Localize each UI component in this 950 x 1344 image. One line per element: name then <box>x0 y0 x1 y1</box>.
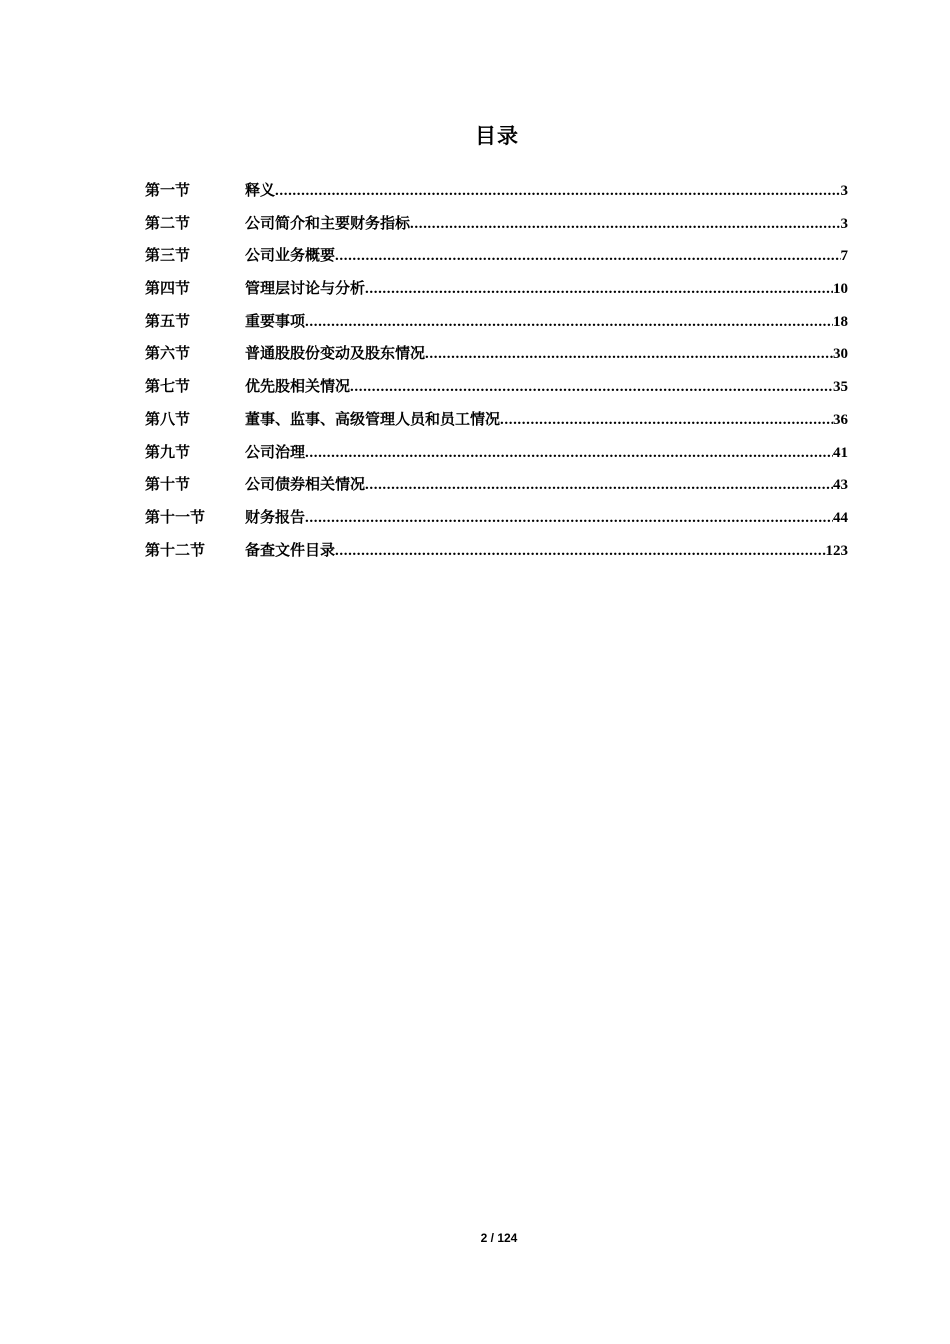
toc-entry[interactable] <box>145 539 848 572</box>
toc-page-number: 41 <box>833 444 848 461</box>
toc-section-number: 第九节 <box>145 442 191 461</box>
toc-section-title: 释义 <box>245 181 276 199</box>
toc-section-title: 董事、监事、高级管理人员和员工情况 <box>245 409 501 428</box>
toc-section-title: 公司业务概要 <box>245 246 336 265</box>
toc-page-number: 3 <box>840 183 848 199</box>
toc-dot-leader <box>335 540 825 562</box>
toc-section-number: 第二节 <box>145 213 191 232</box>
toc-dot-leader <box>410 213 840 235</box>
toc-entry[interactable] <box>145 179 848 212</box>
toc-page-number: 3 <box>840 215 848 232</box>
toc-dot-leader <box>350 376 833 398</box>
toc-dot-leader <box>305 311 833 333</box>
toc-entry[interactable] <box>145 375 848 408</box>
toc-section-title: 优先股相关情况 <box>245 377 351 396</box>
toc-section-number: 第八节 <box>145 409 191 428</box>
toc-section-number: 第十二节 <box>145 540 206 559</box>
toc-dot-leader <box>275 180 840 202</box>
toc-section-number: 第十节 <box>145 475 191 494</box>
toc-entry[interactable] <box>145 277 848 310</box>
toc-section-title: 公司治理 <box>245 442 306 461</box>
toc-section-number: 第六节 <box>145 344 191 363</box>
toc-title: 目录 <box>475 123 519 148</box>
toc-page-number: 44 <box>833 509 848 526</box>
toc-dot-leader <box>305 507 833 529</box>
toc-entry[interactable] <box>145 310 848 343</box>
toc-section-title: 备查文件目录 <box>245 540 336 559</box>
toc-page-number: 10 <box>833 281 848 298</box>
toc-page-number: 18 <box>833 313 848 330</box>
page-footer-number: 2 / 124 <box>480 1231 518 1245</box>
toc-page-number: 43 <box>833 477 848 494</box>
toc-section-title: 公司债券相关情况 <box>245 475 366 494</box>
toc-section-number: 第五节 <box>145 311 191 330</box>
toc-list <box>145 179 848 571</box>
toc-page-number: 30 <box>833 346 848 363</box>
toc-entry[interactable] <box>145 473 848 506</box>
toc-page-number: 7 <box>840 248 848 265</box>
toc-page-number: 36 <box>833 411 848 428</box>
toc-dot-leader <box>335 245 840 267</box>
toc-section-title: 管理层讨论与分析 <box>245 279 366 298</box>
toc-dot-leader <box>305 442 833 464</box>
toc-entry[interactable] <box>145 408 848 441</box>
toc-entry[interactable] <box>145 212 848 245</box>
toc-dot-leader <box>425 343 833 365</box>
toc-entry[interactable] <box>145 244 848 277</box>
toc-section-number: 第三节 <box>145 246 191 265</box>
toc-dot-leader <box>365 278 833 300</box>
toc-section-number: 第四节 <box>145 279 191 298</box>
toc-page-number: 123 <box>825 542 848 559</box>
toc-page-number: 35 <box>833 379 848 396</box>
toc-section-title: 财务报告 <box>245 507 306 526</box>
toc-section-title: 公司简介和主要财务指标 <box>245 213 411 232</box>
toc-section-number: 第一节 <box>145 181 191 199</box>
toc-entry[interactable] <box>145 441 848 474</box>
toc-dot-leader <box>365 474 833 496</box>
toc-entry[interactable] <box>145 342 848 375</box>
toc-section-number: 第七节 <box>145 377 191 396</box>
toc-entry[interactable] <box>145 506 848 539</box>
toc-section-title: 普通股股份变动及股东情况 <box>245 344 426 363</box>
toc-section-number: 第十一节 <box>145 507 206 526</box>
toc-section-title: 重要事项 <box>245 311 306 330</box>
toc-dot-leader <box>500 409 833 431</box>
